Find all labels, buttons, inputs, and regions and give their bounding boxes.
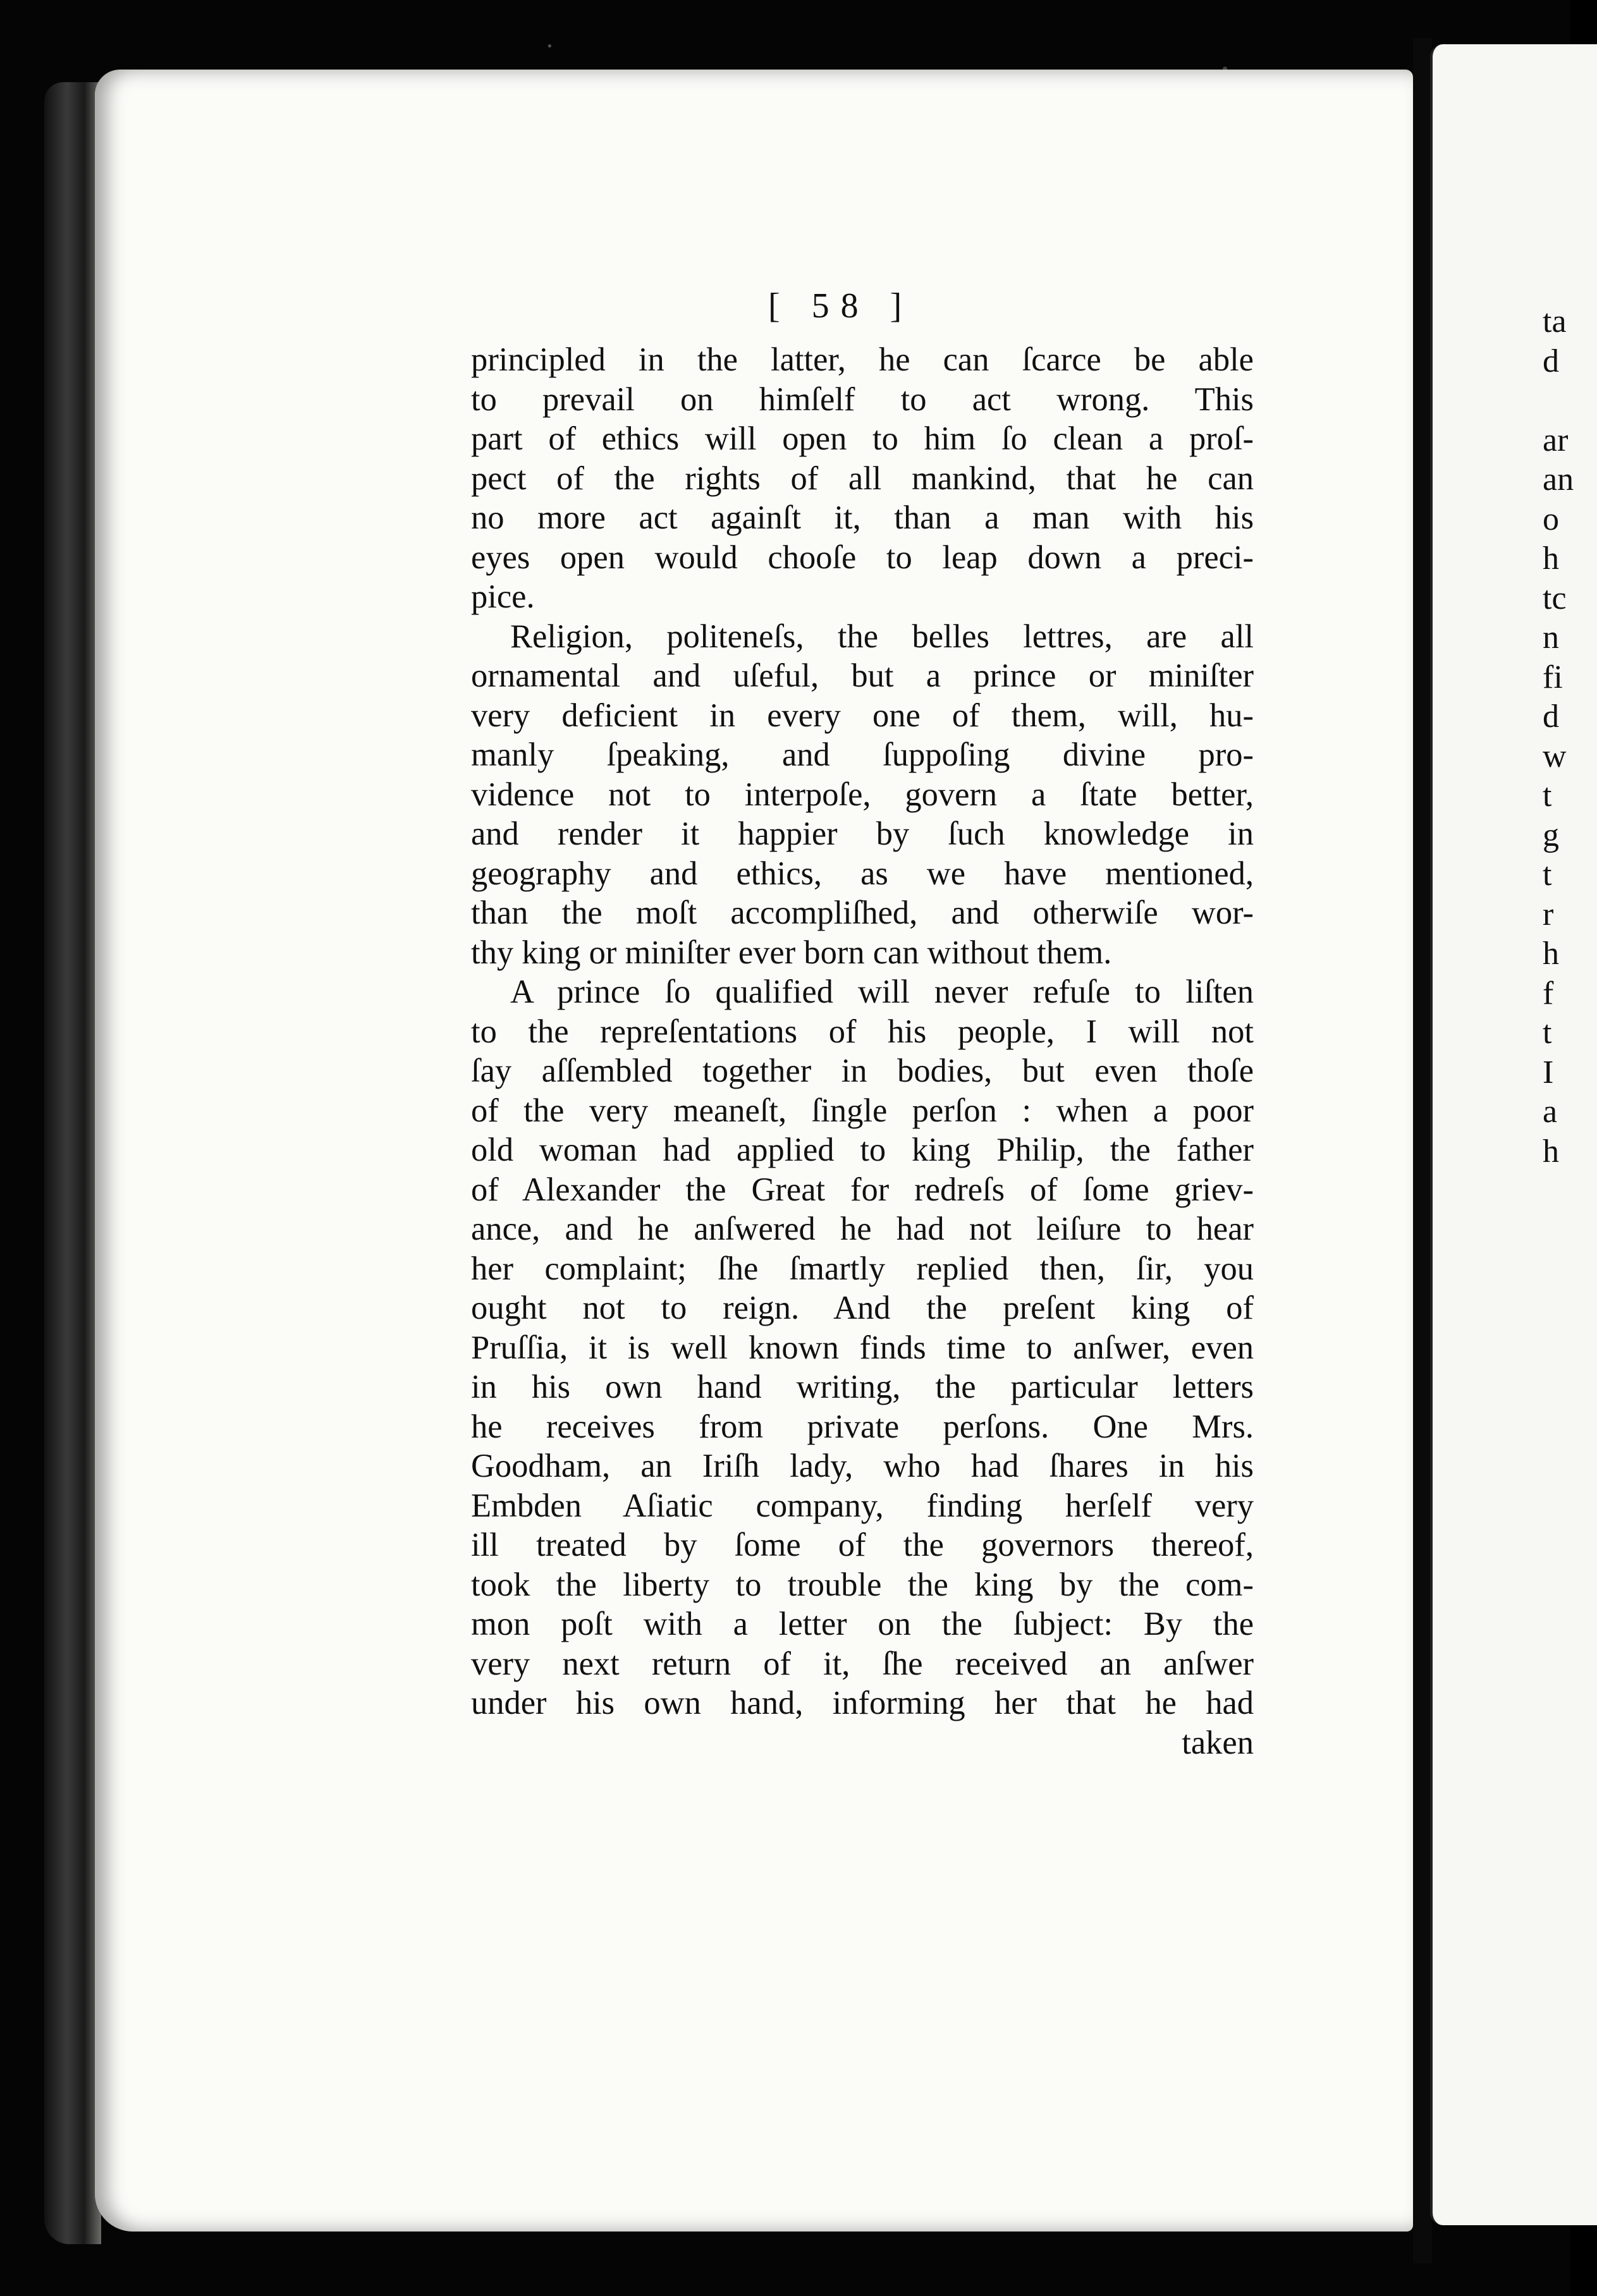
text-line: her complaint; ſhe ſmartly replied then, ſir, you — [471, 1250, 1254, 1287]
book-gutter — [1413, 38, 1432, 2263]
text-line: very deficient in every one of them, will, hu- — [471, 697, 1254, 734]
text-line: Pruſſia, it is well known finds time to anſwer, even — [471, 1329, 1254, 1366]
text-line: he receives from private perſons. One Mrs. — [471, 1408, 1254, 1445]
text-line: ſay aſſembled together in bodies, but even thoſe — [471, 1053, 1254, 1089]
text-line: eyes open would chooſe to leap down a preci- — [471, 539, 1254, 576]
text-line: ornamental and uſeful, but a prince or miniſter — [471, 657, 1254, 694]
text-line: old woman had applied to king Philip, the father — [471, 1132, 1254, 1168]
text-line: pect of the rights of all mankind, that he can — [471, 460, 1254, 497]
text-line: Embden Aſiatic company, finding herſelf very — [471, 1487, 1254, 1524]
text-line: took the liberty to trouble the king by the com- — [471, 1566, 1254, 1603]
text-line: geography and ethics, as we have mentioned, — [471, 855, 1254, 892]
text-line: to the repreſentations of his people, I will not — [471, 1013, 1254, 1050]
text-line: no more act againſt it, than a man with his — [471, 499, 1254, 536]
text-line: ill treated by ſome of the governors thereof, — [471, 1527, 1254, 1563]
text-line: ought not to reign. And the preſent king of — [471, 1290, 1254, 1326]
text-line: principled in the latter, he can ſcarce be able — [471, 341, 1254, 378]
body-text — [471, 340, 1254, 1762]
text-line: in his own hand writing, the particular letters — [471, 1369, 1254, 1405]
text-line: to prevail on himſelf to act wrong. This — [471, 381, 1254, 418]
text-line: A prince ſo qualified will never refuſe to liſten — [510, 974, 1254, 1010]
text-line: mon poſt with a letter on the ſubject: By the — [471, 1606, 1254, 1642]
text-line: part of ethics will open to him ſo clean a proſ- — [471, 420, 1254, 457]
text-line: Religion, politeneſs, the belles lettres, are all — [510, 618, 1254, 655]
text-line: and render it happier by ſuch knowledge in — [471, 815, 1254, 852]
text-line: very next return of it, ſhe received an anſwer — [471, 1645, 1254, 1682]
page-number: [ 58 ] — [768, 286, 914, 326]
text-line: ance, and he anſwered he had not leiſure to hear — [471, 1211, 1254, 1247]
catchword: taken — [1182, 1724, 1254, 1761]
text-line: vidence not to interpoſe, govern a ſtate better, — [471, 776, 1254, 813]
text-line: manly ſpeaking, and ſuppoſing divine pro- — [471, 736, 1254, 773]
text-line: than the moſt accompliſhed, and otherwiſe wor- — [471, 895, 1254, 931]
page-fore-edge — [44, 82, 101, 2244]
text-line: of the very meaneſt, ſingle perſon : when a poor — [471, 1092, 1254, 1129]
text-line: pice. — [471, 578, 535, 615]
facing-page-text-fragments: ta d ar an o h tc n fi d w t g t r h f t I a h — [1543, 303, 1574, 1169]
text-line: of Alexander the Great for redreſs of ſome griev- — [471, 1171, 1254, 1208]
text-line: under his own hand, informing her that he had — [471, 1685, 1254, 1721]
text-line: thy king or miniſter ever born can without them. — [471, 934, 1112, 971]
text-line: Goodham, an Iriſh lady, who had ſhares in his — [471, 1448, 1254, 1484]
